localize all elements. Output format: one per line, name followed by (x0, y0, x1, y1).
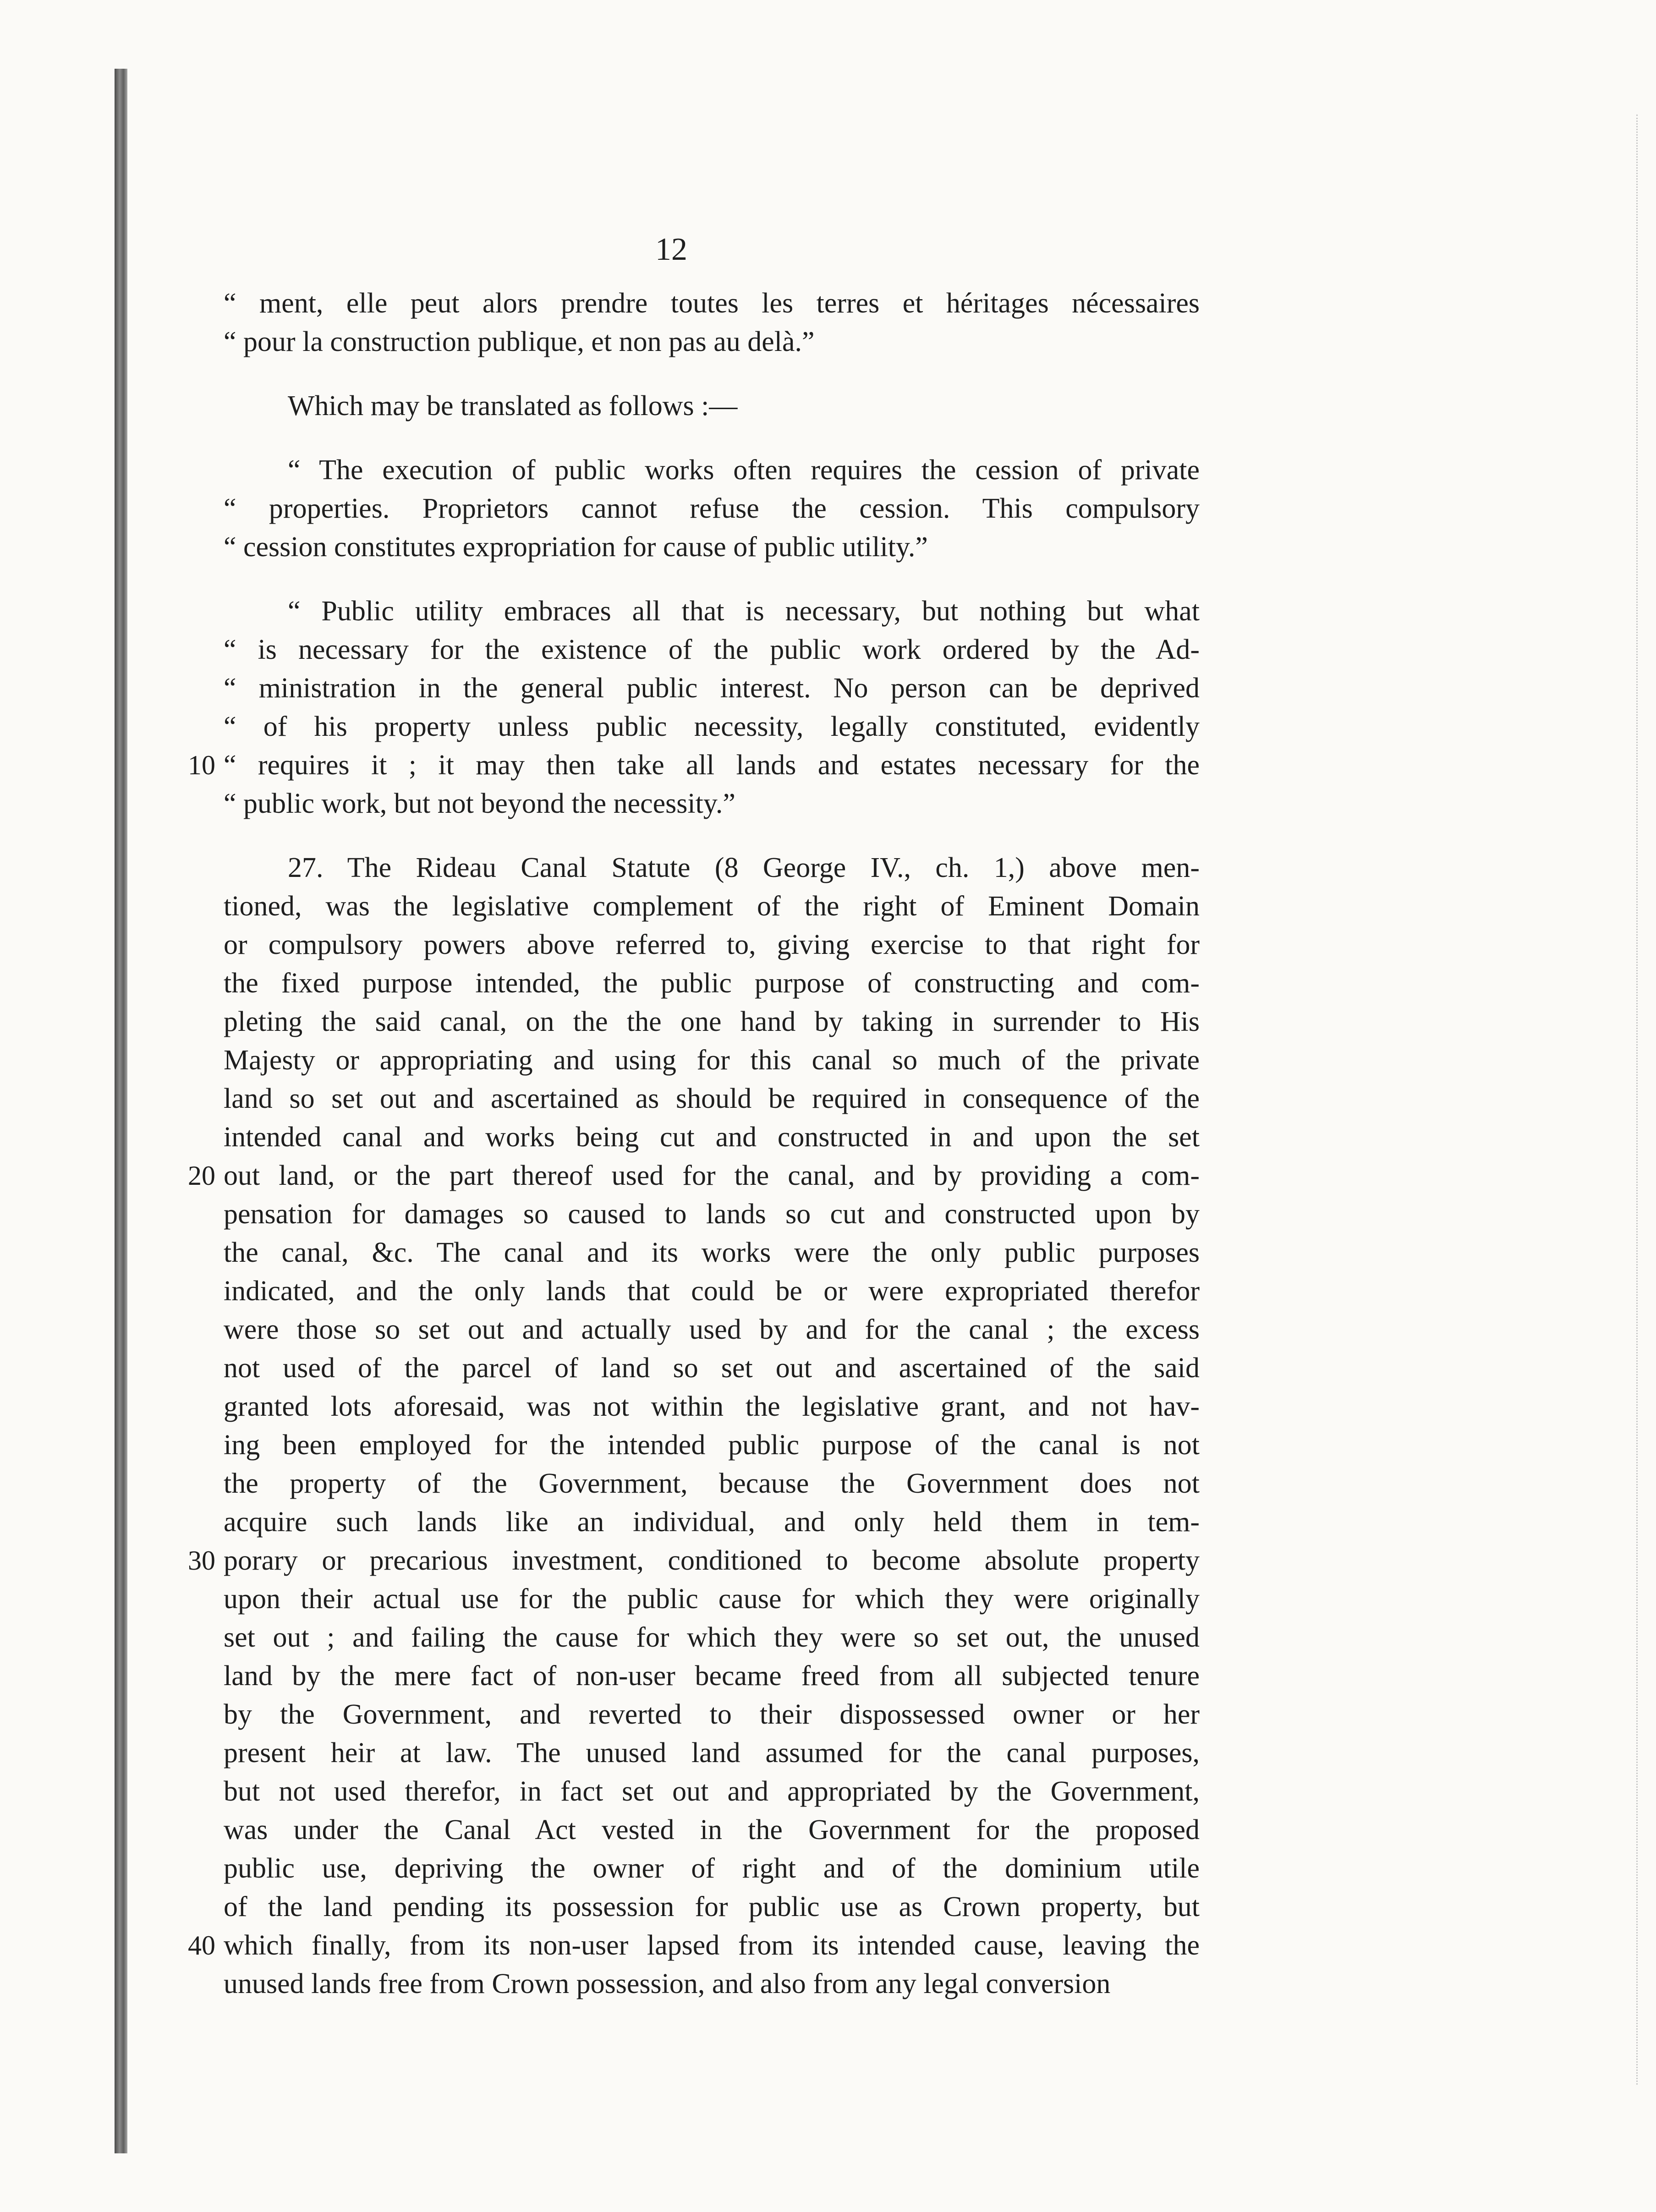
margin-line-number: 30 (188, 1545, 215, 1576)
text-line: “ properties. Proprietors cannot refuse the cession. This compulsory (224, 493, 1200, 524)
text-line: ing been employed for the intended public purpose of the canal is not (224, 1429, 1200, 1461)
text-line: intended canal and works being cut and constructed in and upon the set (224, 1122, 1200, 1153)
text-line: present heir at law. The unused land assumed for the canal purposes, (224, 1737, 1200, 1769)
text-line: “ of his property unless public necessity, legally constituted, evidently (224, 711, 1200, 742)
text-line: tioned, was the legislative complement of the right of Eminent Domain (224, 891, 1200, 922)
paragraph-gap (224, 361, 1200, 387)
page-edge-right (1636, 115, 1642, 2085)
text-line: the fixed purpose intended, the public purpose of constructing and com- (224, 968, 1200, 999)
text-line: set out ; and failing the cause for which they were so set out, the unused (224, 1622, 1200, 1653)
text-line: pensation for damages so caused to lands so cut and constructed upon by (224, 1199, 1200, 1230)
margin-line-number: 40 (188, 1930, 215, 1960)
text-line: not used of the parcel of land so set out and ascertained of the said (224, 1352, 1200, 1384)
text-line: out land, or the part thereof used for the canal, and by providing a com- (224, 1160, 1200, 1191)
text-line: land by the mere fact of non-user became freed from all subjected tenure (224, 1660, 1200, 1692)
text-line: porary or precarious investment, conditioned to become absolute property (224, 1545, 1200, 1576)
text-line: upon their actual use for the public cause for which they were originally (224, 1583, 1200, 1615)
text-line: the property of the Government, because the Government does not (224, 1468, 1200, 1499)
text-line: of the land pending its possession for public use as Crown property, but (224, 1891, 1200, 1922)
body-text (188, 284, 1200, 2003)
text-line: granted lots aforesaid, was not within the legislative grant, and not hav- (224, 1391, 1200, 1422)
text-line: by the Government, and reverted to their dispossessed owner or her (224, 1699, 1200, 1730)
text-line: “ requires it ; it may then take all lands and estates necessary for the (224, 750, 1200, 781)
text-line: “ cession constitutes expropriation for cause of public utility.” (224, 531, 928, 563)
text-line: land so set out and ascertained as should be required in consequence of the (224, 1083, 1200, 1114)
text-line: the canal, &c. The canal and its works were the only public purposes (224, 1237, 1200, 1268)
paragraph-translation-1 (224, 451, 1200, 566)
text-line: indicated, and the only lands that could be or were expropriated therefor (224, 1276, 1200, 1307)
binding-edge (115, 69, 127, 2153)
text-line: public use, depriving the owner of right and of the dominium utile (224, 1853, 1200, 1884)
paragraph-french-quote-end (224, 284, 1200, 361)
paragraph-gap (224, 823, 1200, 849)
text-line: was under the Canal Act vested in the Government for the proposed (224, 1814, 1200, 1845)
text-line: “ ment, elle peut alors prendre toutes les terres et héritages nécessaires (224, 288, 1200, 319)
paragraph-gap (224, 425, 1200, 451)
paragraph-translation-2 (188, 592, 1200, 823)
text-line: Which may be translated as follows :— (288, 390, 738, 422)
text-line: which finally, from its non-user lapsed from its intended cause, leaving the (224, 1930, 1200, 1961)
page-number: 12 (655, 232, 687, 267)
text-line: “ is necessary for the existence of the public work ordered by the Ad- (224, 634, 1200, 665)
text-line: unused lands free from Crown possession, and also from any legal conversion (224, 1968, 1111, 1999)
text-line: Majesty or appropriating and using for this canal so much of the private (224, 1045, 1200, 1076)
text-line: 27. The Rideau Canal Statute (8 George IV., ch. 1,) above men- (288, 852, 1200, 883)
text-line: “ public work, but not beyond the necessity.” (224, 788, 735, 819)
paragraph-section-27 (188, 849, 1200, 2003)
text-line: were those so set out and actually used by and for the canal ; the excess (224, 1314, 1200, 1345)
paragraph-translation-intro (224, 387, 1200, 425)
margin-line-number: 10 (188, 750, 215, 780)
text-line: acquire such lands like an individual, and only held them in tem- (224, 1506, 1200, 1538)
text-line: “ The execution of public works often requires the cession of private (288, 454, 1200, 486)
text-line: pleting the said canal, on the the one hand by taking in surrender to His (224, 1006, 1200, 1037)
text-line: “ pour la construction publique, et non pas au delà.” (224, 326, 815, 357)
text-line: but not used therefor, in fact set out and appropriated by the Government, (224, 1776, 1200, 1807)
text-line: or compulsory powers above referred to, giving exercise to that right for (224, 929, 1200, 960)
paragraph-gap (224, 566, 1200, 592)
text-line: “ ministration in the general public interest. No person can be deprived (224, 673, 1200, 704)
margin-line-number: 20 (188, 1161, 215, 1191)
text-line: “ Public utility embraces all that is necessary, but nothing but what (288, 596, 1200, 627)
